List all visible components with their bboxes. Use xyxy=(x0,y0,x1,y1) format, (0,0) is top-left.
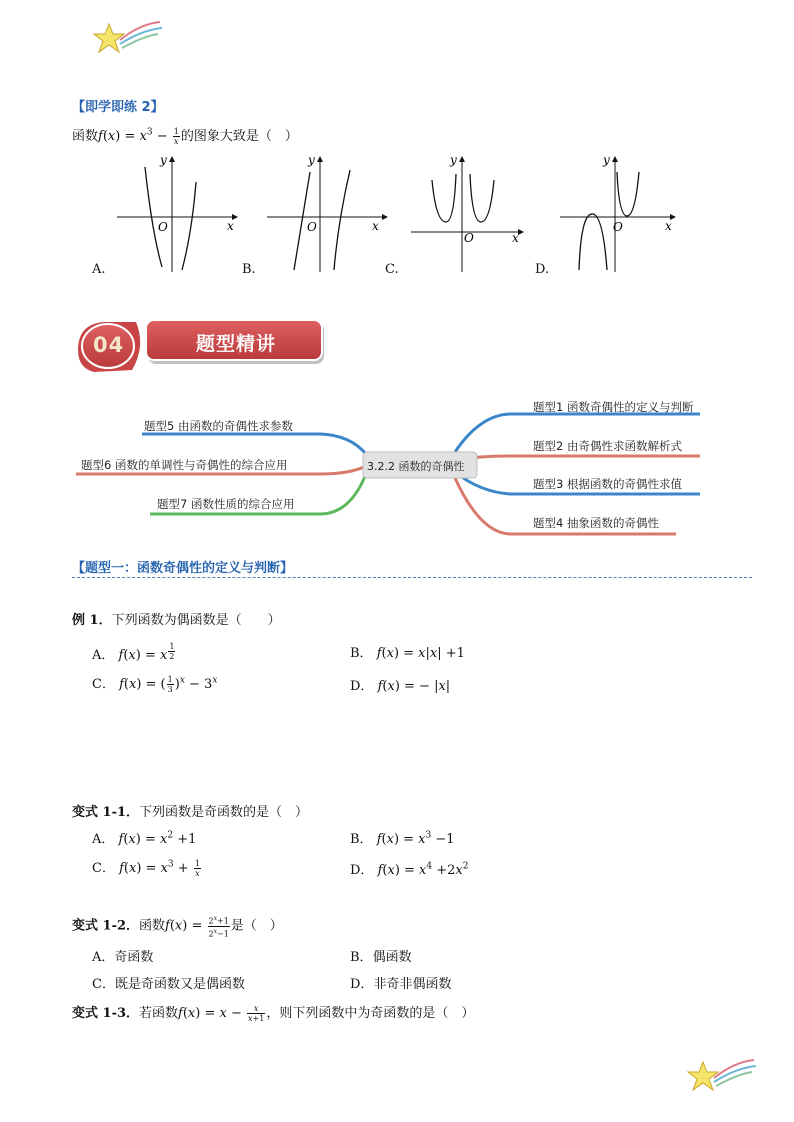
example1-text: 下列函数为偶函数是（ ） xyxy=(111,613,281,628)
question-prefix: 函数 xyxy=(72,129,99,144)
graph-c xyxy=(406,152,536,277)
axis-y-label: y xyxy=(450,153,457,167)
mindmap-center: 3.2.2 函数的奇偶性 xyxy=(367,460,465,473)
shooting-star-decoration xyxy=(686,1056,758,1096)
axis-y-label: y xyxy=(603,153,610,167)
shooting-star-decoration xyxy=(92,18,164,58)
variant12-question: 变式 1-2．函数f(x) = $\frac{2^x+1}{2^x-1}$ 是（ ） xyxy=(72,915,283,939)
mindmap-item-7: 题型7 函数性质的综合应用 xyxy=(157,497,295,511)
section-divider xyxy=(72,577,752,578)
variant11-option-c[interactable]: C． $f(x) = x^3$ + $\frac{1}{x}$ xyxy=(92,859,200,878)
question-suffix: 的图象大致是（ ） xyxy=(180,129,298,144)
variant11-text: 下列函数是奇函数的是（ ） xyxy=(139,805,309,820)
mindmap-item-2: 题型2 由奇偶性求函数解析式 xyxy=(533,439,682,453)
variant12-suffix: 是（ ） xyxy=(230,918,283,934)
axis-x-label: x xyxy=(665,219,672,233)
section-number: 04 xyxy=(93,333,125,357)
axis-y-label: y xyxy=(160,153,167,167)
practice-question: 函数$f(x) = x^3$ − $\frac{1}{x}$ 的图象大致是（ ） xyxy=(72,127,298,146)
axis-y-label: y xyxy=(308,153,315,167)
origin-label: O xyxy=(464,231,474,245)
axis-x-label: x xyxy=(512,231,519,245)
variant11-question xyxy=(72,801,308,820)
variant12-option-b[interactable]: B．偶函数 xyxy=(350,950,412,965)
example1-option-b[interactable]: B． f(x) = x|x| +1 xyxy=(350,646,465,661)
mindmap-item-1: 题型1 函数奇偶性的定义与判断 xyxy=(533,400,694,414)
variant12-option-a[interactable]: A．奇函数 xyxy=(92,950,154,965)
section-title: 题型精讲 xyxy=(196,333,277,355)
variant11-option-a[interactable]: A． $f(x) = x^2 +1$ xyxy=(92,830,197,847)
variant13-label: 变式 1-3． xyxy=(72,1006,140,1021)
variant11-label: 变式 1-1． xyxy=(72,805,140,820)
graph-a xyxy=(112,152,242,277)
origin-label: O xyxy=(158,220,168,234)
variant13-suffix: ，则下列函数中为奇函数的是（ ） xyxy=(266,1006,475,1021)
mindmap-item-4: 题型4 抽象函数的奇偶性 xyxy=(533,516,659,530)
variant13-question: 变式 1-3．若函数f(x) = x − $\frac{x}{x+1}$ ，则下列函数中为奇函数的是（ ） xyxy=(72,1004,475,1023)
mindmap-item-3: 题型3 根据函数的奇偶性求值 xyxy=(533,477,682,491)
example1-option-a[interactable]: A． f(x) = x $^{\frac{1}{2}}$ xyxy=(92,642,175,663)
graph-option-a[interactable]: A. xyxy=(92,262,106,277)
mindmap-item-6: 题型6 函数的单调性与奇偶性的综合应用 xyxy=(81,458,288,472)
variant11-option-b[interactable]: B． $f(x) = x^3 -1$ xyxy=(350,830,455,847)
graph-option-d[interactable]: D. xyxy=(535,262,550,277)
graph-option-b[interactable]: B. xyxy=(242,262,256,277)
question-formula: f xyxy=(98,129,103,144)
example1-question xyxy=(72,609,281,628)
example1-option-c[interactable]: C． f(x) = ( $\frac{1}{3}$ )$^x - 3^x$ xyxy=(92,675,218,694)
practice-title: 【即学即练 2】 xyxy=(72,100,164,115)
axis-x-label: x xyxy=(227,219,234,233)
example1-label: 例 1． xyxy=(72,613,112,628)
graph-option-c[interactable]: C. xyxy=(385,262,399,277)
example1-option-d[interactable]: D． f(x) = − |x| xyxy=(350,679,451,694)
variant12-option-c[interactable]: C．既是奇函数又是偶函数 xyxy=(92,977,245,992)
variant12-label: 变式 1-2． xyxy=(72,918,140,934)
variant13-prefix: 若函数 xyxy=(139,1006,179,1021)
variant12-prefix: 函数 xyxy=(139,918,166,934)
mindmap-item-5: 题型5 由函数的奇偶性求参数 xyxy=(144,419,293,433)
fraction: $\frac{1}{x}$ xyxy=(173,127,179,146)
axis-x-label: x xyxy=(372,219,379,233)
graph-b xyxy=(262,152,392,277)
variant12-option-d[interactable]: D．非奇非偶函数 xyxy=(350,977,452,992)
origin-label: O xyxy=(613,220,623,234)
graph-d xyxy=(555,152,685,277)
origin-label: O xyxy=(307,220,317,234)
variant11-option-d[interactable]: D． $f(x) = x^4 +2x^2$ xyxy=(350,861,469,878)
type1-title: 【题型一：函数奇偶性的定义与判断】 xyxy=(72,561,294,576)
